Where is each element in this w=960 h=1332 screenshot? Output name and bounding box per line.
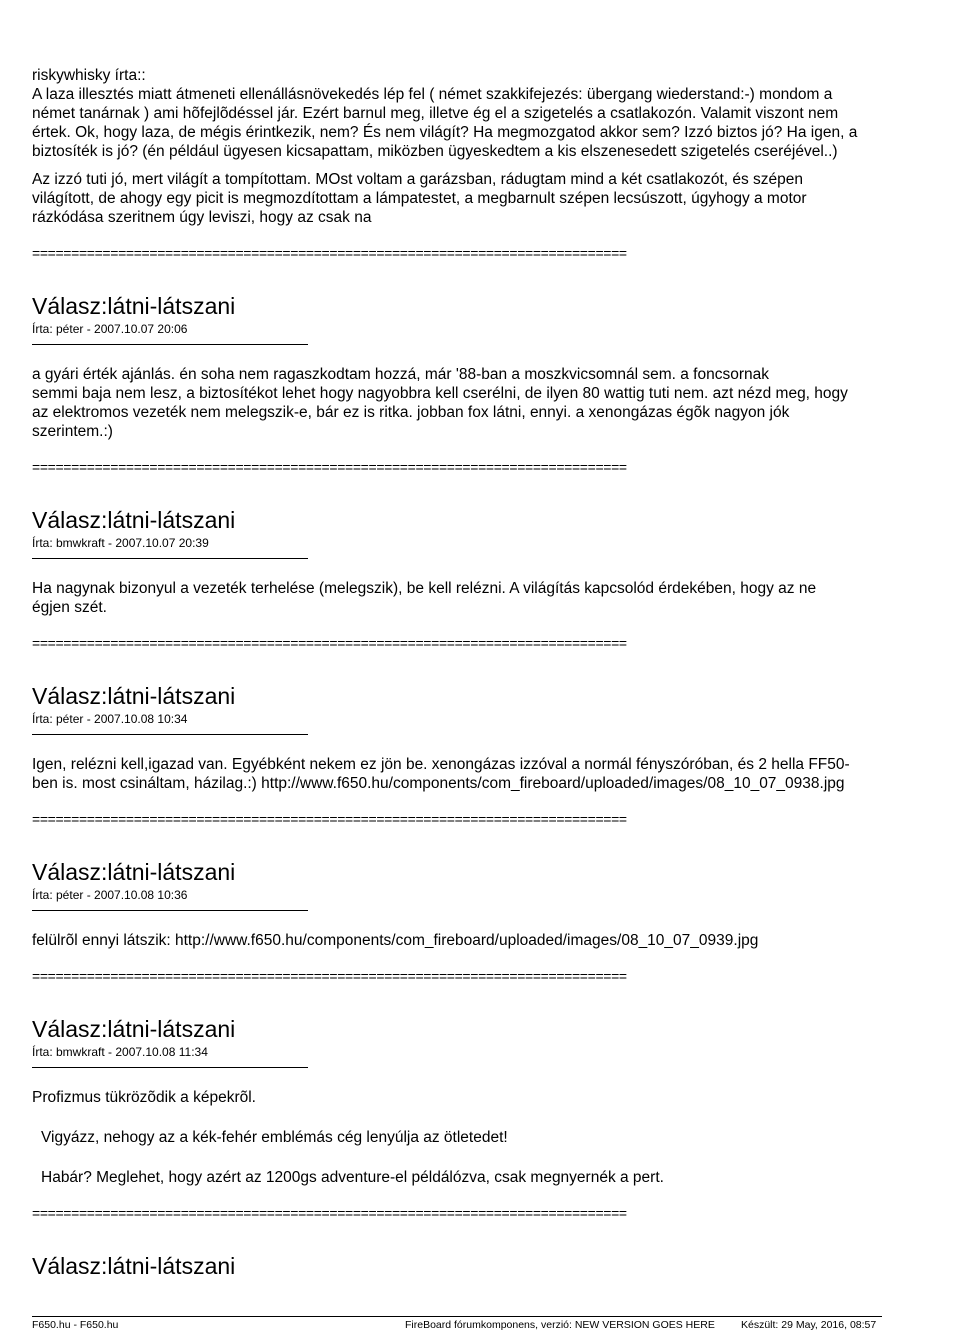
post-text-line: ben is. most csináltam, házilag.:) http://www.f650.hu/components/com_fireboard/uploaded/images/08_10_07_0938.jpg — [32, 775, 845, 792]
post-text-line: Igen, relézni kell,igazad van. Egyébként nekem ez jön be. xenongázas izzóval a normál fényszóróban, és 2 hella FF50- — [32, 756, 850, 773]
post-text-line: Vigyázz, nehogy az a kék-fehér emblémás cég lenyúljа az ötletedet! — [41, 1129, 508, 1146]
quote-line: értek. Ok, hogy laza, de mégis érintkezik, nem? És nem világít? Ha megmozgatod akkor sem? Izzó biztos jó? Ha igen, a — [32, 124, 858, 141]
post-text-line: Ha nagynak bizonyul a vezeték terhelése (melegszik), be kell relézni. A világítás kapcsolód érdekében, hogy az ne — [32, 580, 817, 597]
post-paragraph — [32, 755, 932, 793]
post-title: Válasz:látni-látszani — [32, 683, 236, 709]
reply-line: Az izzó tuti jó, mert világít a tompítottam. MOst voltam a garázsban, rádugtam mind a két csatlakozót, és szépen — [32, 171, 804, 188]
post-paragraph — [32, 1088, 932, 1107]
post-rule — [32, 1067, 308, 1068]
post-text-line: semmi baja nem lesz, a biztosítékot lehet hogy nagyobbra kell cserélni, de ilyen 80 wattig tuti nem. azt nézd meg, hogy — [32, 385, 848, 402]
post-title: Válasz:látni-látszani — [32, 859, 236, 885]
post-meta: Írta: péter - 2007.10.08 10:34 — [32, 712, 188, 726]
forum-post — [32, 811, 932, 950]
post-text-line: felülrõl ennyi látszik: http://www.f650.hu/components/com_fireboard/uploaded/images/08_10_07_0939.jpg — [32, 932, 759, 949]
forum-post — [32, 459, 932, 617]
forum-thread — [32, 66, 932, 1279]
post-separator: ============================================================================ — [32, 968, 627, 984]
footer-component: FireBoard fórumkomponens, verzió: NEW VERSION GOES HERE — [405, 1319, 715, 1331]
post-meta: Írta: péter - 2007.10.07 20:06 — [32, 322, 188, 336]
footer-site: F650.hu - F650.hu — [32, 1319, 119, 1331]
post-separator: ============================================================================ — [32, 1205, 627, 1221]
post-text-line: Profizmus tükrözõdik a képekrõl. — [32, 1089, 256, 1106]
post-separator: ============================================================================ — [32, 635, 627, 651]
post-text-line: égjen szét. — [32, 599, 107, 616]
quote-line: német tanárnak ) ami hõfejlõdéssel jár. Ezért barnul meg, illetve ég el a szigetelés a csatlakozón. Valamit viszont nem — [32, 105, 839, 122]
post-text-line: a gyári érték ajánlás. én soha nem ragaszkodtam hozzá, már '88-ban a moszkvicsomnál sem. a foncsornak — [32, 366, 769, 383]
post-rule — [32, 344, 308, 345]
post-paragraph — [32, 579, 932, 617]
post-paragraph — [32, 1168, 932, 1187]
post-text-line: Habár? Meglehet, hogy azért az 1200gs adventure-el példálózva, csak megnyernék a pert. — [41, 1169, 664, 1186]
footer-generated: Készült: 29 May, 2016, 08:57 — [741, 1319, 877, 1331]
post-separator: ============================================================================ — [32, 811, 627, 827]
quote-line: A laza illesztés miatt átmeneti ellenállásnövekedés lép fel ( német szakkifejezés: übergang wiederstand:-) mondom a — [32, 86, 833, 103]
post-separator: ============================================================================ — [32, 459, 627, 475]
post-rule — [32, 910, 308, 911]
forum-post — [32, 635, 932, 793]
post-list — [32, 245, 932, 1187]
post-separator: ============================================================================ — [32, 245, 627, 261]
post-title: Válasz:látni-látszani — [32, 1253, 236, 1279]
quote-line: riskywhisky írta:: — [32, 67, 146, 84]
post-title: Válasz:látni-látszani — [32, 293, 236, 319]
post-text-line: az elektromos vezeték nem melegszik-e, bár ez is ritka. jobban fox látni, ennyi. a xenongázas égõk nagyon jók — [32, 404, 790, 421]
quoted-post — [32, 66, 932, 227]
post-paragraph — [32, 1128, 932, 1147]
post-paragraph — [32, 365, 932, 441]
post-paragraph — [32, 931, 932, 950]
post-text-line: szerintem.:) — [32, 423, 113, 440]
reply-line: rázkódása szeritnem úgy leviszi, hogy az csak na — [32, 209, 372, 226]
forum-post — [32, 968, 932, 1187]
post-rule — [32, 734, 308, 735]
page-footer — [32, 1316, 882, 1331]
post-meta: Írta: bmwkraft - 2007.10.08 11:34 — [32, 1045, 208, 1059]
forum-post — [32, 245, 932, 441]
post-title: Válasz:látni-látszani — [32, 1016, 236, 1042]
post-meta: Írta: péter - 2007.10.08 10:36 — [32, 888, 188, 902]
reply-line: világított, de ahogy egy picit is megmozdítottam a lámpatestet, a megbarnult szépen lecsúszott, úgyhogy a motor — [32, 190, 807, 207]
quote-line: biztosíték is jó? (én például ügyesen kicsapattam, miközben ügyeskedtem a kis elszenesedett szigetelés cseréjével..) — [32, 143, 838, 160]
post-rule — [32, 558, 308, 559]
post-title: Válasz:látni-látszani — [32, 507, 236, 533]
post-meta: Írta: bmwkraft - 2007.10.07 20:39 — [32, 536, 209, 550]
